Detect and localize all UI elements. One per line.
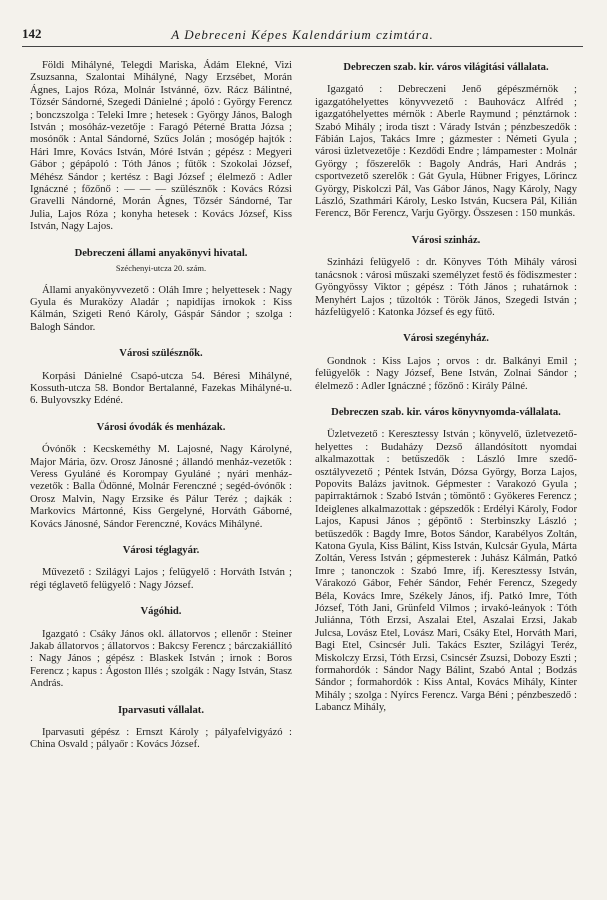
slaughterhouse-heading: Vágóhid. [140, 606, 182, 618]
right-column [315, 60, 577, 715]
kindergartens-text: Óvónők : Kecskeméthy M. Lajosné, Nagy Károlyné, Major Mária, özv. Orosz Jánosné ; állandó menház-vezetők : Veress Gyuláné és Korompay Gyuláné ; nyári menház-vezetők : Balla Ödönné, Molnár Ferenczné ; segéd-óvónők : Orosz Malvin, Nagy Erzsike és Pálur Teréz ; dajkák : Markovics Mártonné, Kiss Gergelyné, Horváth Gáborné, Kovács Jánosné, Sándor Ferenczné, Kovács Mihályné. [30, 444, 292, 530]
page-header [22, 26, 583, 47]
slaughterhouse-text: Igazgató : Csáky János okl. állatorvos ; ellenőr : Steiner Jakab állatorvos ; állatorvos : Bakcsy Ferencz ; bárczakiállító : Nagy János ; gépész : Blaskek István ; irnok : Boros Ferencz ; kapus : Ágoston Illés ; szolgák : Nagy István, Stasz András. [30, 628, 292, 690]
midwives-text: Korpási Dánielné Csapó-utcza 54. Béresi Mihályné, Kossuth-utcza 58. Bondor Bertalanné, Fazekas Mihályné-u. 6. Bulyovszky Edéné. [30, 370, 292, 407]
theatre-heading: Városi szinház. [411, 234, 481, 246]
midwives-heading: Városi szülésznők. [119, 348, 203, 360]
printing-heading: Debreczen szab. kir. város könyvnyomda-vállalata. [331, 406, 561, 418]
registry-heading: Debreczeni állami anyakönyvi hivatal. [74, 247, 248, 259]
brickworks-text: Művezető : Szilágyi Lajos ; felügyelő : Horváth István ; régi téglavető felügyelő : Nagy József. [30, 567, 292, 591]
hospital-staff-text: Földi Mihályné, Telegdi Mariska, Ádám Elekné, Vizi Zsuzsanna, Szalontai Mihályné, Nagy Erzsébet, Morán Ágnes, Lajos Róza, Molnár Istvánné, özv. Rácz Bálintné, Tőzsér Sándorné, Szegedi Dánielné ; ápoló : György Ferencz ; bonczszolga : Teleki Imre ; hetesek : György János, Balogh István ; mosóház-vezetője : Faragó Péterné Bratta Józsa ; mosónők : Antal Sándorné, Szűcs Jolán ; mosógép hajtók : Hári Imre, Kovács István, Móré István ; gépész : Megyeri Gábor ; gépápoló : Tóth János ; fűtők : Szokolai József, Méhész Sándor ; kertész : Bagi József ; élelmező : Adler Ignáczné ; főzőnő : — — — szülésznők : Kovács Rózsi Gravelli Nándorné, Morán Ágnes, Tőzsér Sándorné, Tar Julia, Lajos Róza ; konyha hetesek : Kovács József, Kiss István, Nagy Lajos. [30, 60, 292, 233]
left-column [30, 60, 292, 752]
lighting-text: Igazgató : Debreczeni Jenő gépészmérnök ; igazgatóhelyettes könyvvezető : Bauhovácz Alfréd ; igazgatóhelyettes mérnök : Aberle Raymund ; pénztárnok : Szabó Mihály ; iroda tiszt : Várady István ; pénzbeszedők : Fábián Lajos, Takács Imre ; gázmester : Németi Gyula ; városi üzletvezetője : Kezdődi Endre ; lámpamester : Molnár György ; főszerelők : Bagoly András, Hari András ; csportvezető szerelők : Gát Gyula, Hübner Frigyes, Lőrincz György, Piskolczi Pál, Vas Gábor János, Nagy Károly, Nagy László, Szathmári Károly, Lesko István, Kucsera Pál, Kilián Ferencz, Bőr Ferencz, Varju György. Összesen : 150 munkás. [315, 84, 577, 220]
printing-text: Üzletvezető : Keresztessy István ; könyvelő, üzletvezető-helyettes : Budaházy Dezső állandósított nyomdai alkalmazottak : betűszedők : László Imre szedő-osztályvezető ; Péntek István, Dózsa György, Borza Lajos, Popovits Balázs javitnok. Gépmester : Varakozó Gyula ; papirraktárnok : Szabó István ; tömöntő : Gyökeres Ferencz ; Ideiglenes alkalmazottak : gépszedők : Erdélyi Károly, Fodor Lajos, Kapusi János ; gépöntő : Sterbinszky László ; betűszedők : Bagdy Imre, Botos Sándor, Karabélyos Zoltán, Katona Gyula, Kiss Bálint, Kiss István, Kulcsár Gyula, Márta Zoltán, Veress István ; gépmesterek : Juhász Kálmán, Patkó Imre ; tanonczok : Szabó Imre, ifj. Keresztessy István, Várakozó Gábor, Fehér Sándor, Fehér Ferencz, Szegedy Béla, Kovács Imre, Székely János, ifj. Patkó Imre, Tóth József, Tóth Jani, Grünfeld Vilmos ; irvakó-leányok : Tóth Juliánna, Tóth Erzsi, Aszalai Etel, Aszalai Erzsi, Jakab Julcsa, Lovász Etel, Lovász Mari, Csáky Etel, Horváth Mari, Bagi Etel, Csincsér Juli. Takács Eszter, Szilágyi Teréz, Miskolczy Erzsi, Tóth Erzsi, Csincsér Zsuzsi, Dobozy Eszti ; formahordók : Sándor Nagy Bálint, Szabó Antal ; Bodzás Sándor ; formahordók : Kiss Antal, Kovács Mihály, Kinter Mihály ; szolga : Nyírcs Ferencz. Varga Béni ; pénzbeszedő : Labancz Mihály, [315, 429, 577, 714]
poorhouse-text: Gondnok : Kiss Lajos ; orvos : dr. Balkányi Emil ; felügyelők : Nagy József, Bene István, Zolnai Sándor ; élelmező : Adler Ignáczné ; főzőnő : Király Pálné. [315, 355, 577, 392]
registry-text: Állami anyakönyvvezető : Oláh Imre ; helyettesek : Nagy Gyula és Muraközy Aladár ; napidíjas irnokok : Kiss Kálmán, Szigeti Renó Károly, Gáspár Sándor ; szolga : Balogh Sándor. [30, 284, 292, 333]
railway-heading: Iparvasuti vállalat. [118, 704, 204, 716]
lighting-heading: Debreczen szab. kir. város világitási vállalata. [343, 62, 549, 73]
page-number: 142 [22, 26, 42, 41]
theatre-text: Szinházi felügyelő : dr. Könyves Tóth Mihály városi tanácsnok : városi műszaki személyzet festő és födiszmester : Gyöngyössy Viktor ; gépész : Tóth János ; ruhatárnok : Menyhért Lajos ; tűzoltók : Török János, Szegedi István ; házfelügyelő : Katonka József és egy fütő. [315, 257, 577, 318]
kindergartens-heading: Városi óvodák és menházak. [96, 421, 226, 433]
brickworks-heading: Városi téglagyár. [122, 545, 200, 556]
running-title: A Debreceni Képes Kalendárium czimtára. [171, 27, 434, 42]
poorhouse-heading: Városi szegényház. [403, 333, 489, 345]
railway-text: Iparvasuti gépész : Ernszt Károly ; pályafelvigyázó : China Osvald ; pályaőr : Kovács József. [30, 727, 292, 751]
registry-address: Széchenyi-utcza 20. szám. [115, 263, 207, 274]
